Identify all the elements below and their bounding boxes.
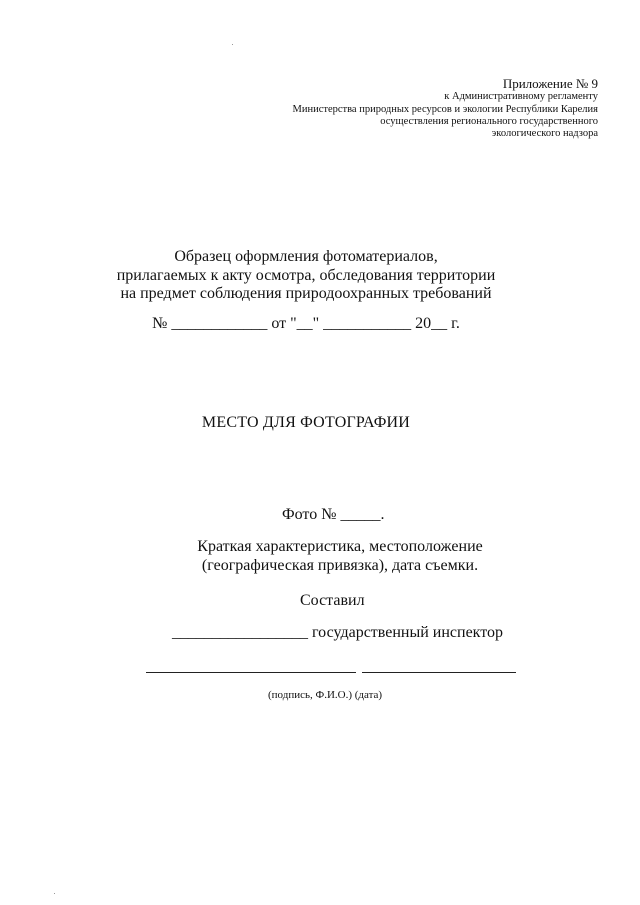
appendix-header bbox=[293, 76, 598, 141]
heading-line: на предмет соблюдения природоохранных требований bbox=[120, 285, 492, 303]
photo-placeholder: МЕСТО ДЛЯ ФОТОГРАФИИ bbox=[201, 414, 411, 431]
heading-line: Образец оформления фотоматериалов, bbox=[174, 248, 438, 265]
description-line: (географическая привязка), дата съемки. bbox=[201, 556, 479, 574]
signature-caption: (подпись, Ф.И.О.) (дата) bbox=[268, 689, 383, 701]
inspector-line: _________________ государственный инспектор bbox=[172, 624, 504, 641]
appendix-line: Министерства природных ресурсов и экологии Республики Карелия bbox=[292, 103, 598, 115]
appendix-title: Приложение № 9 bbox=[502, 76, 598, 91]
scan-speck bbox=[232, 44, 233, 45]
description-line: Краткая характеристика, местоположение bbox=[197, 538, 483, 555]
appendix-line: осуществления регионального государственного bbox=[380, 116, 598, 128]
appendix-line: к Административному регламенту bbox=[444, 91, 598, 103]
appendix-line: экологического надзора bbox=[491, 128, 598, 140]
photo-number: Фото № _____. bbox=[282, 506, 385, 523]
heading-line: прилагаемых к акту осмотра, обследования территории bbox=[116, 266, 496, 284]
signature-line bbox=[146, 672, 356, 673]
act-number-line: № ____________ от "__" ___________ 20__ г. bbox=[152, 315, 460, 332]
photo-description bbox=[0, 538, 640, 576]
date-line bbox=[362, 672, 516, 673]
scan-speck bbox=[54, 893, 55, 894]
document-heading bbox=[0, 248, 612, 304]
compiled-by-label: Составил bbox=[300, 592, 365, 609]
